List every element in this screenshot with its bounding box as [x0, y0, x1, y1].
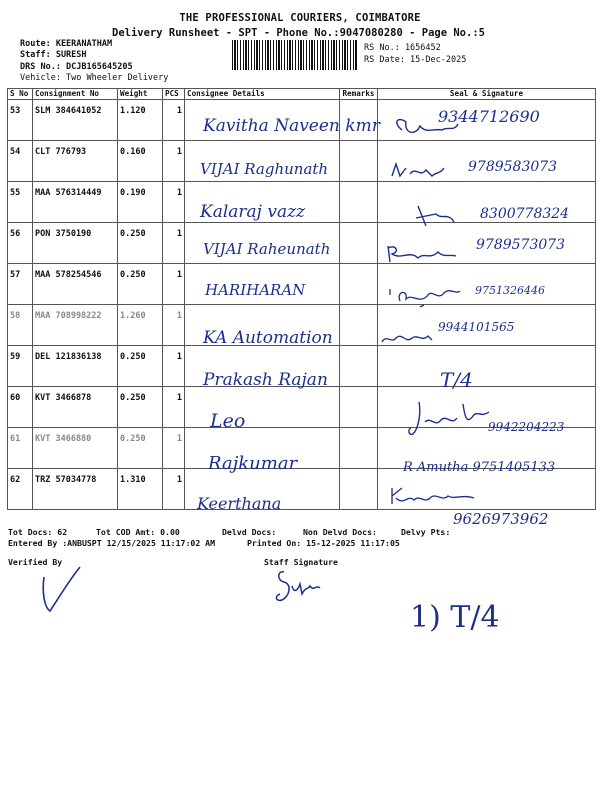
cell-weight: 0.250 — [118, 223, 163, 264]
cell-sno: 59 — [8, 346, 33, 387]
staff-signature — [270, 566, 325, 610]
signature-62 — [388, 484, 478, 508]
total-cod-amount: Tot COD Amt: 0.00 — [96, 527, 180, 537]
company-title: THE PROFESSIONAL COURIERS, COIMBATORE — [179, 12, 421, 24]
hand-phone-61: R Amutha 9751405133 — [403, 460, 556, 475]
hand-phone-58: 9944101565 — [438, 320, 515, 334]
col-pcs: PCS — [163, 89, 185, 100]
hand-phone-60: 9942204223 — [488, 420, 565, 434]
staff-label: Staff: SURESH — [20, 50, 87, 60]
entered-by: Entered By :ANBUSPT 12/15/2025 11:17:02 AM — [8, 538, 216, 548]
cell-remarks — [340, 387, 378, 428]
cell-remarks — [340, 428, 378, 469]
cell-consignment: MAA 576314449 — [33, 182, 118, 223]
signature-54 — [388, 160, 448, 184]
col-consignee: Consignee Details — [185, 89, 340, 100]
cell-weight: 1.260 — [118, 305, 163, 346]
hand-consignee-60: Leo — [210, 410, 246, 432]
signature-53 — [390, 112, 460, 142]
cell-weight: 1.120 — [118, 100, 163, 141]
verifier-signature — [36, 563, 86, 615]
hand-phone-59: T/4 — [440, 368, 473, 392]
hand-consignee-55: Kalaraj vazz — [200, 202, 305, 222]
cell-weight: 0.250 — [118, 387, 163, 428]
col-remarks: Remarks — [340, 89, 378, 100]
cell-pcs: 1 — [163, 100, 185, 141]
hand-consignee-57: HARIHARAN — [205, 281, 306, 299]
cell-remarks — [340, 264, 378, 305]
cell-sno: 60 — [8, 387, 33, 428]
table-header-row — [8, 89, 596, 100]
hand-consignee-62: Keerthana — [197, 494, 282, 513]
runsheet-table — [7, 88, 596, 510]
signature-60 — [405, 398, 495, 440]
cell-pcs: 1 — [163, 264, 185, 305]
cell-seal-signature — [378, 346, 596, 387]
hand-consignee-54: VIJAI Raghunath — [200, 160, 329, 178]
cell-pcs: 1 — [163, 223, 185, 264]
cell-consignment: PON 3750190 — [33, 223, 118, 264]
cell-pcs: 1 — [163, 428, 185, 469]
runsheet-subtitle: Delivery Runsheet - SPT - Phone No.:9047080280 - Page No.:5 — [112, 27, 485, 39]
hand-phone-56: 9789573073 — [476, 237, 566, 253]
delivered-docs: Delvd Docs: — [222, 527, 277, 537]
cell-remarks — [340, 469, 378, 510]
cell-sno: 53 — [8, 100, 33, 141]
verified-by-label: Verified By — [8, 557, 63, 567]
cell-weight: 0.190 — [118, 182, 163, 223]
hand-consignee-59: Prakash Rajan — [203, 370, 328, 390]
cell-consignment: MAA 708998222 — [33, 305, 118, 346]
total-docs: Tot Docs: 62 — [8, 527, 68, 537]
cell-consignment: MAA 578254546 — [33, 264, 118, 305]
staff-signature-label: Staff Signature — [264, 557, 338, 567]
cell-consignment: DEL 121836138 — [33, 346, 118, 387]
cell-sno: 56 — [8, 223, 33, 264]
hand-phone-55: 8300778324 — [480, 206, 570, 222]
col-seal-signature: Seal & Signature — [378, 89, 596, 100]
hand-phone-54: 9789583073 — [468, 159, 558, 175]
cell-consignee — [185, 387, 340, 428]
cell-weight: 0.250 — [118, 264, 163, 305]
cell-consignment: CLT 776793 — [33, 141, 118, 182]
cell-consignment: SLM 384641052 — [33, 100, 118, 141]
signature-57 — [380, 283, 475, 311]
vehicle-label: Vehicle: Two Wheeler Delivery — [20, 73, 169, 83]
cell-remarks — [340, 141, 378, 182]
cell-pcs: 1 — [163, 469, 185, 510]
cell-pcs: 1 — [163, 141, 185, 182]
route-label: Route: KEERANATHAM — [20, 39, 113, 49]
hand-consignee-53: Kavitha Naveen kmr — [203, 116, 380, 136]
signature-56 — [384, 240, 464, 266]
cell-remarks — [340, 346, 378, 387]
hand-phone-53: 9344712690 — [438, 107, 540, 126]
handwritten-note: 1) T/4 — [410, 600, 500, 635]
rs-number: RS No.: 1656452 — [364, 43, 441, 53]
cell-consignment: TRZ 57034778 — [33, 469, 118, 510]
hand-consignee-58: KA Automation — [203, 328, 333, 348]
col-weight: Weight — [118, 89, 163, 100]
col-consignment: Consignment No — [33, 89, 118, 100]
cell-sno: 57 — [8, 264, 33, 305]
cell-weight: 0.160 — [118, 141, 163, 182]
cell-remarks — [340, 223, 378, 264]
drs-number: DRS No.: DCJB165645205 — [20, 62, 133, 72]
signature-58 — [378, 326, 438, 348]
cell-remarks — [340, 182, 378, 223]
cell-sno: 62 — [8, 469, 33, 510]
cell-sno: 54 — [8, 141, 33, 182]
rs-date: RS Date: 15-Dec-2025 — [364, 55, 467, 65]
printed-on: Printed On: 15-12-2025 11:17:05 — [247, 538, 400, 548]
delivery-points: Delvy Pts: — [401, 527, 451, 537]
signature-55 — [412, 202, 462, 230]
cell-consignment: KVT 3466878 — [33, 387, 118, 428]
cell-sno: 58 — [8, 305, 33, 346]
cell-pcs: 1 — [163, 387, 185, 428]
cell-weight: 0.250 — [118, 346, 163, 387]
hand-phone-57: 9751326446 — [475, 284, 545, 297]
cell-sno: 61 — [8, 428, 33, 469]
cell-consignment: KVT 3466880 — [33, 428, 118, 469]
cell-remarks — [340, 305, 378, 346]
cell-pcs: 1 — [163, 305, 185, 346]
cell-sno: 55 — [8, 182, 33, 223]
hand-phone-62: 9626973962 — [453, 510, 549, 528]
cell-weight: 0.250 — [118, 428, 163, 469]
non-delivered-docs: Non Delvd Docs: — [303, 527, 377, 537]
cell-pcs: 1 — [163, 182, 185, 223]
cell-pcs: 1 — [163, 346, 185, 387]
cell-weight: 1.310 — [118, 469, 163, 510]
barcode — [232, 40, 358, 70]
hand-consignee-56: VIJAI Raheunath — [203, 240, 331, 258]
hand-consignee-61: Rajkumar — [208, 453, 298, 474]
col-sno: S No — [8, 89, 33, 100]
